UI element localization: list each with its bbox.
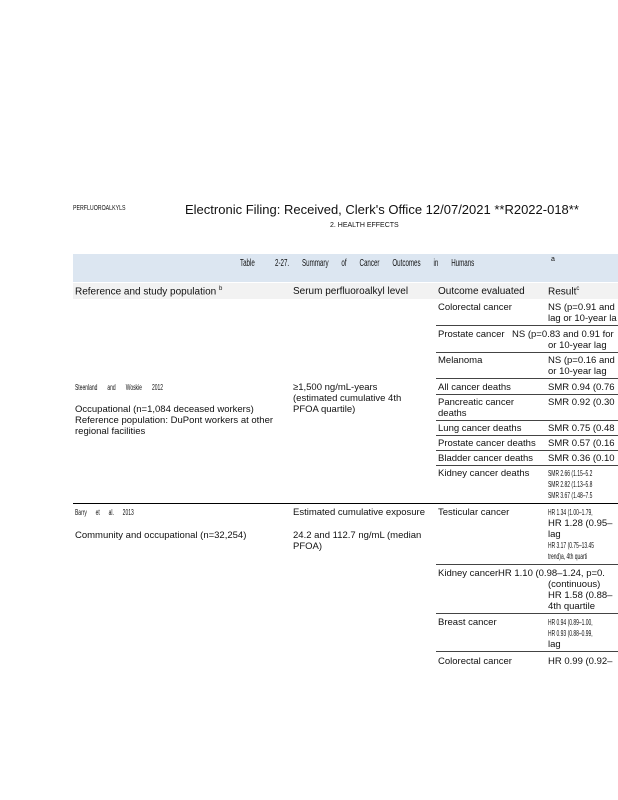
chapter-heading: 2. HEALTH EFFECTS bbox=[330, 222, 399, 229]
s1-result-colorectal-2: lag or 10-year la bbox=[548, 313, 617, 324]
s2-result-breast-2: HR 0.93 (0.88–0.99, bbox=[548, 629, 593, 638]
col-header-outcome: Outcome evaluated bbox=[438, 286, 525, 297]
s1-result-kidney-1: SMR 2.66 (1.15–5.2 bbox=[548, 469, 593, 478]
study1-serum-line2: (estimated cumulative 4th bbox=[293, 393, 402, 404]
col-header-serum: Serum perfluoroalkyl level bbox=[293, 286, 409, 297]
row-divider bbox=[436, 378, 618, 379]
row-divider bbox=[436, 394, 618, 395]
s2-result-testicular-2: HR 1.28 (0.95– bbox=[548, 518, 613, 529]
study1-serum-line1: ≥1,500 ng/mL-years bbox=[293, 382, 378, 393]
s1-outcome-prostate-deaths: Prostate cancer deaths bbox=[438, 438, 536, 449]
s2-outcome-breast: Breast cancer bbox=[438, 617, 497, 628]
s1-result-bladder: SMR 0.36 (0.10 bbox=[548, 453, 615, 464]
s2-result-testicular-1: HR 1.34 (1.00–1.79, bbox=[548, 508, 593, 517]
s1-result-prostate-deaths: SMR 0.57 (0.16 bbox=[548, 438, 615, 449]
row-divider bbox=[436, 564, 618, 565]
s1-result-prostate-2: or 10-year lag bbox=[548, 340, 607, 351]
row-divider bbox=[436, 651, 618, 652]
s2-result-breast-3: lag bbox=[548, 639, 561, 650]
table-title: 2-27. Summary of Cancer Outcomes in Humans bbox=[275, 258, 475, 269]
s1-result-lung: SMR 0.75 (0.48 bbox=[548, 423, 615, 434]
s1-outcome-melanoma: Melanoma bbox=[438, 355, 483, 366]
row-divider bbox=[436, 465, 618, 466]
study2-serum-line3: PFOA) bbox=[293, 541, 323, 552]
s2-result-testicular-5: trend)a, 4th quarti bbox=[548, 552, 588, 561]
s2-result-kidney-2: (continuous) bbox=[548, 579, 601, 590]
s2-result-breast-1: HR 0.94 (0.89–1.00, bbox=[548, 618, 593, 627]
study2-reference: Barry et al. 2013 bbox=[75, 508, 134, 517]
s1-outcome-all-cancer: All cancer deaths bbox=[438, 382, 511, 393]
col-header-result: Result$^c$ bbox=[548, 286, 580, 298]
s1-outcome-colorectal: Colorectal cancer bbox=[438, 302, 512, 313]
study1-population: Occupational (n=1,084 deceased workers) bbox=[75, 404, 254, 415]
filing-stamp: Electronic Filing: Received, Clerk's Office 12/07/2021 **R2022-018** bbox=[185, 202, 579, 217]
row-divider bbox=[436, 435, 618, 436]
s1-result-kidney-2: SMR 2.82 (1.13–5.8 bbox=[548, 480, 593, 489]
study1-reference-population: Reference population: DuPont workers at other regional facilities bbox=[75, 415, 274, 437]
s2-result-kidney-4: 4th quartile bbox=[548, 601, 596, 612]
row-divider bbox=[436, 325, 618, 326]
s2-outcome-kidney: Kidney cancer bbox=[438, 568, 499, 579]
row-divider bbox=[436, 613, 618, 614]
s2-result-kidney-3: HR 1.58 (0.88– bbox=[548, 590, 613, 601]
s2-result-colorectal-1: HR 0.99 (0.92– bbox=[548, 656, 613, 667]
s1-outcome-pancreatic-2: deaths bbox=[438, 408, 467, 419]
study-divider bbox=[73, 503, 618, 504]
study1-serum-line3: PFOA quartile) bbox=[293, 404, 356, 415]
study2-population: Community and occupational (n=32,254) bbox=[75, 530, 247, 541]
running-head: PERFLUOROALKYLS bbox=[73, 205, 126, 212]
col-header-reference: Reference and study population $^b$ bbox=[75, 286, 223, 298]
s1-outcome-lung: Lung cancer deaths bbox=[438, 423, 522, 434]
s1-result-kidney-3: SMR 3.67 (1.48–7.5 bbox=[548, 491, 593, 500]
table-title-prefix: Table bbox=[240, 258, 255, 269]
s2-result-kidney-1: HR 1.10 (0.98–1.24, p=0. bbox=[498, 568, 605, 579]
study2-serum-line2: 24.2 and 112.7 ng/mL (median bbox=[293, 530, 422, 541]
s1-result-all-cancer: SMR 0.94 (0.76 bbox=[548, 382, 615, 393]
s2-result-testicular-4: HR 3.17 (0.75–13.45 bbox=[548, 541, 595, 550]
s2-outcome-colorectal: Colorectal cancer bbox=[438, 656, 512, 667]
s2-outcome-testicular: Testicular cancer bbox=[438, 507, 510, 518]
row-divider bbox=[436, 420, 618, 421]
table-title-footnote: a bbox=[551, 256, 555, 263]
study1-reference: Steenland and Woskie 2012 bbox=[75, 383, 164, 392]
s1-result-melanoma-1: NS (p=0.16 and bbox=[548, 355, 615, 366]
s1-result-colorectal-1: NS (p=0.91 and bbox=[548, 302, 615, 313]
s1-outcome-bladder: Bladder cancer deaths bbox=[438, 453, 534, 464]
row-divider bbox=[436, 450, 618, 451]
s2-result-testicular-3: lag bbox=[548, 529, 561, 540]
row-divider bbox=[436, 352, 618, 353]
s1-result-prostate-1: NS (p=0.83 and 0.91 for bbox=[512, 329, 614, 340]
s1-outcome-pancreatic: Pancreatic cancer bbox=[438, 397, 515, 408]
s1-outcome-prostate: Prostate cancer bbox=[438, 329, 505, 340]
study2-serum-line1: Estimated cumulative exposure bbox=[293, 507, 426, 518]
s1-result-pancreatic: SMR 0.92 (0.30 bbox=[548, 397, 615, 408]
s1-result-melanoma-2: or 10-year lag bbox=[548, 366, 607, 377]
s1-outcome-kidney: Kidney cancer deaths bbox=[438, 468, 530, 479]
